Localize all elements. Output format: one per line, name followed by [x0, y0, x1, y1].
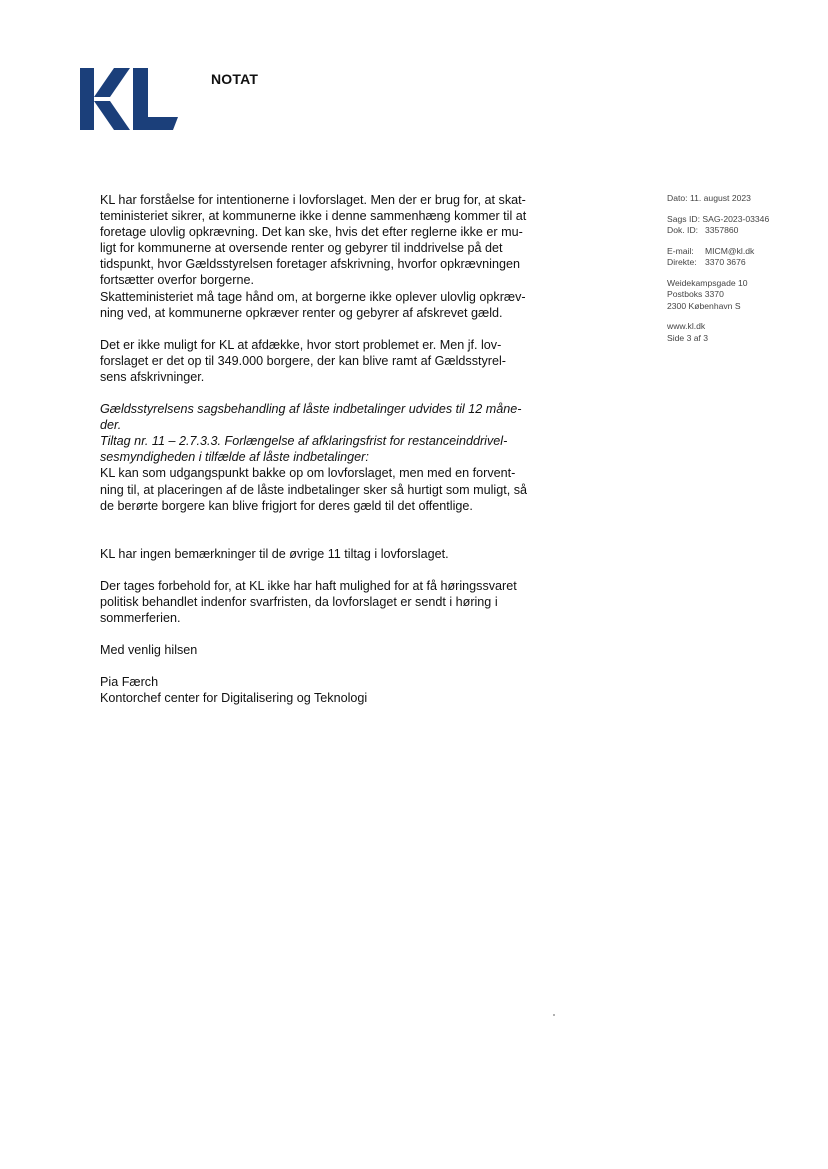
measure-heading: Tiltag nr. 11 – 2.7.3.3. Forlængelse af afklaringsfrist for restanceinddrivel-	[100, 434, 508, 449]
address-line-2: Postboks 3370	[667, 289, 724, 299]
doc-id-label: Dok. ID:	[667, 225, 699, 235]
document-type-label: NOTAT	[211, 71, 259, 87]
doc-id-value: 3357860	[705, 225, 739, 235]
date-label: Dato:	[667, 193, 688, 203]
email-label: E-mail:	[667, 245, 694, 256]
paragraph-3: Gældsstyrelsens sagsbehandling af låste indbetalinger udvides til 12 måne- der. Tiltag nr. 11 – 2.7.3.3. Forlængelse af afklaringsfrist for restanceinddrivel- sesmyndigheden i tilfælde af låste indbetalinger: KL kan som udgangspunkt bakke op om lovforslaget, men med en forvent- ning til, at placeringen af de låste indbetalinger sker så hurtigt som muligt, så de berørte borgere kan blive frigjort for deres gæld til det offentlige.	[100, 402, 528, 513]
address-line-1: Weidekampsgade 10	[667, 277, 748, 288]
doc-id-row	[667, 225, 817, 237]
case-id-row	[667, 214, 817, 226]
document-metadata	[667, 193, 817, 353]
direct-phone-row	[667, 257, 817, 269]
scan-speck	[553, 1014, 555, 1016]
paragraph-1: KL har forståelse for intentionerne i lovforslaget. Men der er brug for, at skat- teministeriet sikrer, at kommunerne ikke i denne sammenhæng kommer til at foretage ulovlig opkrævning. Det kan ske, hvis det efter reglerne ikke er mu- ligt for kommunerne at oversende renter og gebyrer til inddrivelse på det tidspunkt, hvor Gældsstyrelsen foretager afskrivning, hvorfor opkrævningen fortsætter overfor borgerne. Skatteministeriet må tage hånd om, at borgerne ikke oplever ulovlig opkræv- ning ved, at kommunerne opkræver renter og gebyrer af afskrevet gæld.	[100, 193, 527, 320]
case-id-label: Sags ID:	[667, 213, 700, 224]
signer-title: Kontorchef center for Digitalisering og Teknologi	[100, 691, 368, 706]
page-number: Side 3 af 3	[667, 332, 709, 343]
paragraph-5: Der tages forbehold for, at KL ikke har haft mulighed for at få høringssvaret politisk behandlet indenfor svarfristen, da lovforslaget er sendt i høring i sommerferien.	[100, 578, 517, 625]
paragraph-2: Det er ikke muligt for KL at afdække, hvor stort problemet er. Men jf. lov- forslaget er det op til 349.000 borgere, der kan blive ramt af Gældsstyrel- sens afskrivninger.	[100, 337, 507, 384]
address-line-3: 2300 København S	[667, 300, 741, 311]
signer-name: Pia Færch	[100, 675, 159, 690]
document-body	[100, 192, 565, 706]
direct-phone-value: 3370 3676	[705, 257, 746, 267]
email-value[interactable]: MICM@kl.dk	[705, 245, 755, 256]
email-row	[667, 246, 817, 258]
direct-phone-label: Direkte:	[667, 257, 697, 267]
date-value: 11. august 2023	[689, 193, 751, 203]
case-id-value: SAG-2023-03346	[702, 213, 770, 224]
greeting: Med venlig hilsen	[100, 643, 198, 658]
website-link[interactable]: www.kl.dk	[667, 321, 706, 331]
paragraph-4: KL har ingen bemærkninger til de øvrige 11 tiltag i lovforslaget.	[100, 546, 449, 561]
section-heading: Gældsstyrelsens sagsbehandling af låste indbetalinger udvides til 12 måne-	[100, 402, 522, 417]
signature-block	[100, 674, 565, 706]
kl-logo	[80, 68, 178, 130]
date-row	[667, 193, 817, 205]
